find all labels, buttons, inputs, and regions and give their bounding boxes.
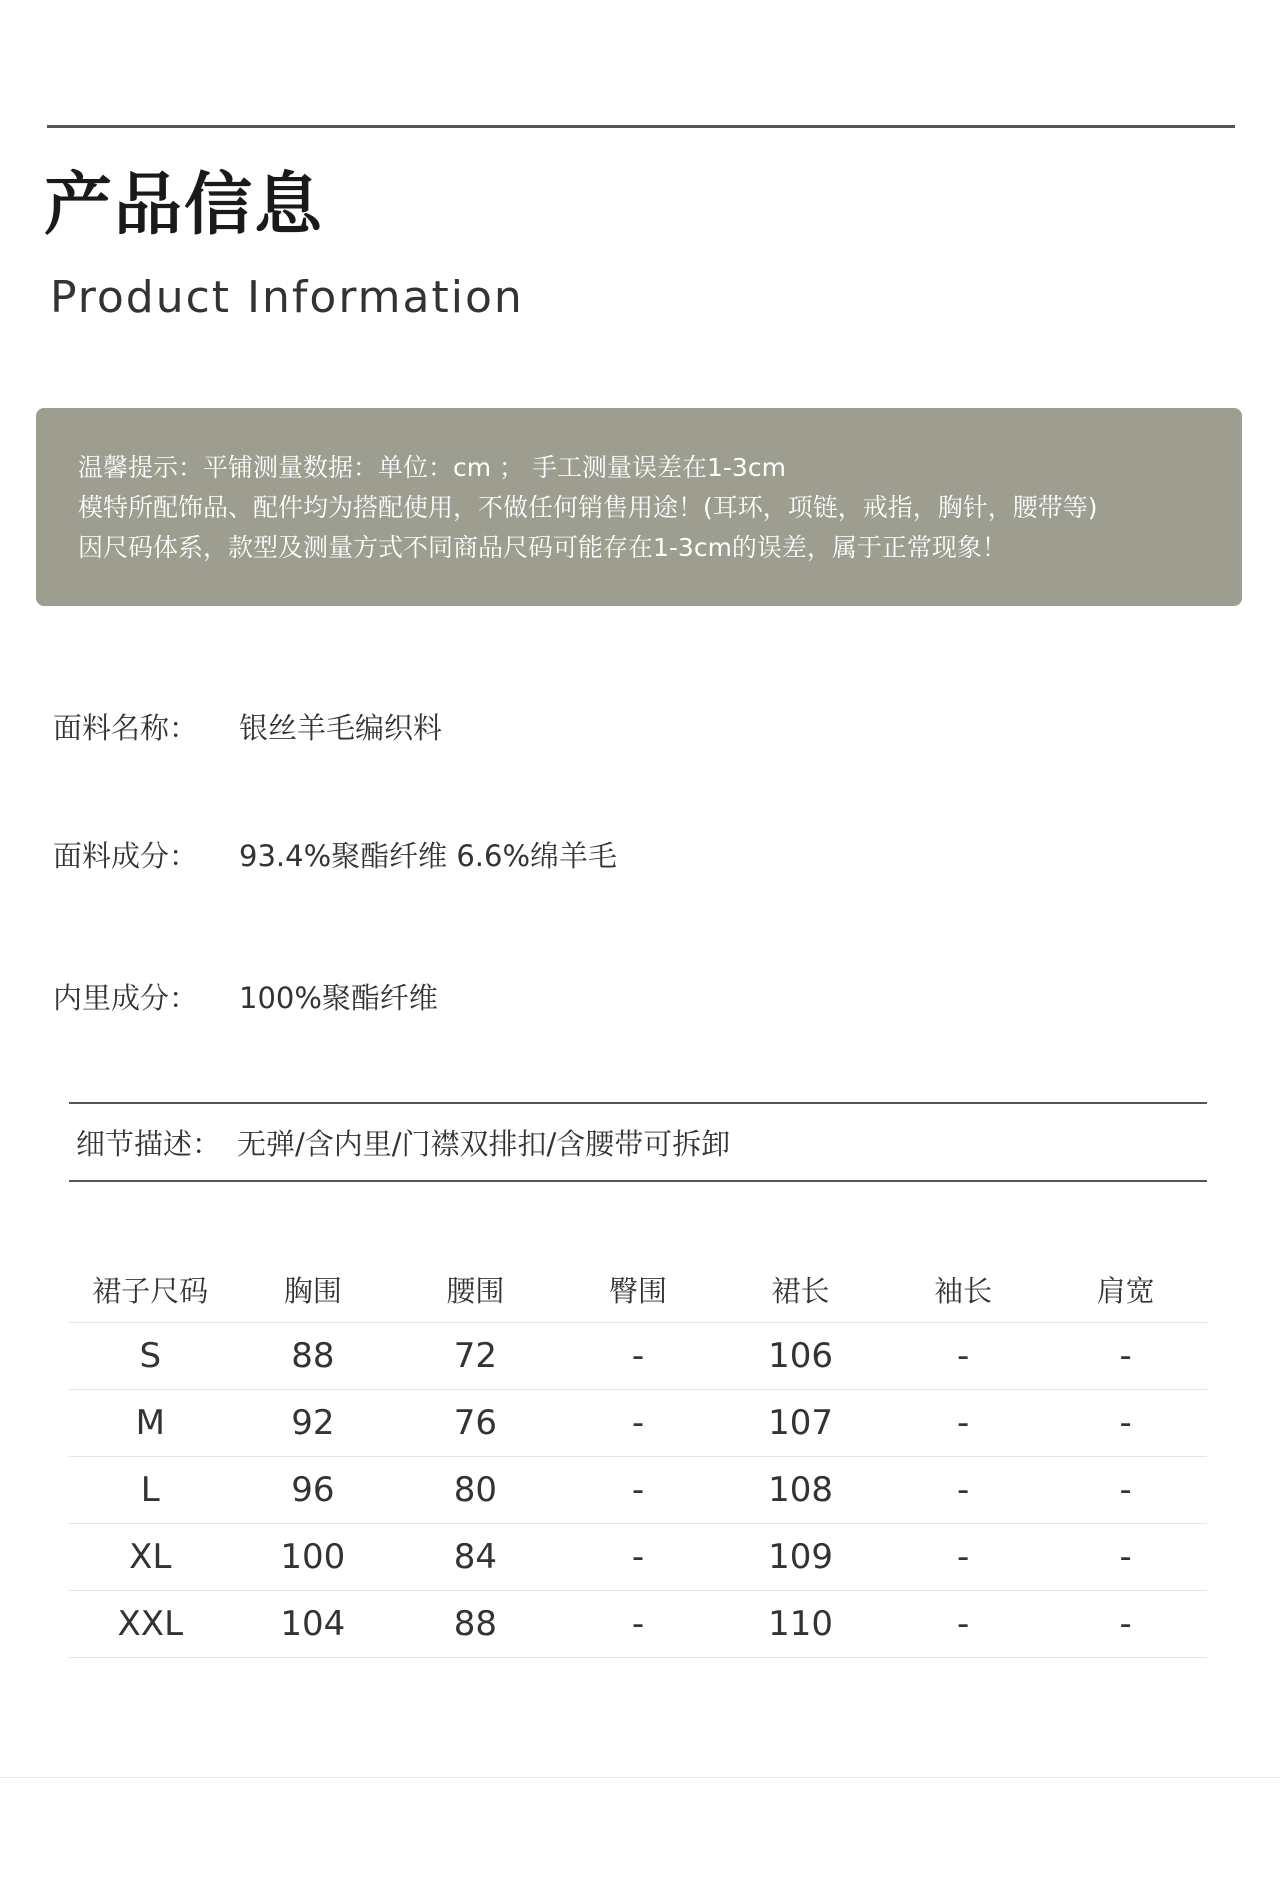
fabric-composition-value: 93.4%聚酯纤维 6.6%绵羊毛 xyxy=(239,839,618,873)
table-cell: - xyxy=(557,1591,720,1658)
page-title: 产品信息 xyxy=(44,166,325,245)
notice-box xyxy=(36,408,1242,606)
detail-bottom-divider xyxy=(69,1180,1207,1182)
table-cell: 108 xyxy=(719,1457,882,1524)
table-cell: - xyxy=(1044,1323,1207,1390)
table-cell: - xyxy=(882,1591,1045,1658)
table-cell: XL xyxy=(69,1524,232,1591)
table-cell: 109 xyxy=(719,1524,882,1591)
table-cell: - xyxy=(557,1524,720,1591)
top-divider xyxy=(47,125,1235,128)
table-cell: - xyxy=(557,1390,720,1457)
notice-line: 温馨提示：平铺测量数据：单位：cm ； 手工测量误差在1-3cm xyxy=(78,453,786,482)
bottom-divider xyxy=(0,1777,1280,1778)
header-cell: 腰围 xyxy=(394,1256,557,1323)
table-cell: - xyxy=(557,1323,720,1390)
notice-line: 模特所配饰品、配件均为搭配使用，不做任何销售用途！(耳环，项链，戒指，胸针，腰带等) xyxy=(78,493,1098,522)
table-row xyxy=(69,1323,1207,1390)
header-cell: 胸围 xyxy=(232,1256,395,1323)
table-cell: 84 xyxy=(394,1524,557,1591)
table-row xyxy=(69,1390,1207,1457)
table-cell: - xyxy=(1044,1390,1207,1457)
table-cell: 104 xyxy=(232,1591,395,1658)
lining-row xyxy=(53,976,438,1017)
table-cell: 88 xyxy=(394,1591,557,1658)
size-table-header xyxy=(69,1256,1207,1323)
table-cell: S xyxy=(69,1323,232,1390)
table-cell: - xyxy=(1044,1457,1207,1524)
table-cell: - xyxy=(882,1323,1045,1390)
header-cell: 肩宽 xyxy=(1044,1256,1207,1323)
detail-label: 细节描述： xyxy=(76,1127,222,1161)
table-cell: 72 xyxy=(394,1323,557,1390)
table-cell: 88 xyxy=(232,1323,395,1390)
detail-top-divider xyxy=(69,1102,1207,1104)
table-cell: - xyxy=(882,1524,1045,1591)
table-cell: 96 xyxy=(232,1457,395,1524)
table-cell: - xyxy=(882,1457,1045,1524)
fabric-name-label: 面料名称： xyxy=(53,711,199,745)
lining-value: 100%聚酯纤维 xyxy=(239,981,438,1015)
table-cell: 80 xyxy=(394,1457,557,1524)
notice-line: 因尺码体系，款型及测量方式不同商品尺码可能存在1-3cm的误差，属于正常现象！ xyxy=(78,533,1007,562)
lining-label: 内里成分： xyxy=(53,981,199,1015)
table-cell: - xyxy=(557,1457,720,1524)
table-cell: 92 xyxy=(232,1390,395,1457)
fabric-name-row xyxy=(53,706,442,747)
table-cell: M xyxy=(69,1390,232,1457)
fabric-composition-row xyxy=(53,834,617,875)
table-cell: 100 xyxy=(232,1524,395,1591)
table-row xyxy=(69,1591,1207,1658)
table-cell: 106 xyxy=(719,1323,882,1390)
table-cell: - xyxy=(1044,1591,1207,1658)
detail-value: 无弹/含内里/门襟双排扣/含腰带可拆卸 xyxy=(237,1127,731,1161)
table-cell: 110 xyxy=(719,1591,882,1658)
table-row xyxy=(69,1457,1207,1524)
table-cell: XXL xyxy=(69,1591,232,1658)
header-cell: 裙子尺码 xyxy=(69,1256,232,1323)
table-cell: 76 xyxy=(394,1390,557,1457)
size-table xyxy=(69,1256,1207,1658)
header-cell: 裙长 xyxy=(719,1256,882,1323)
table-row xyxy=(69,1524,1207,1591)
fabric-composition-label: 面料成分： xyxy=(53,839,199,873)
table-cell: 107 xyxy=(719,1390,882,1457)
fabric-name-value: 银丝羊毛编织料 xyxy=(239,711,443,745)
table-cell: L xyxy=(69,1457,232,1524)
table-cell: - xyxy=(882,1390,1045,1457)
header-cell: 臀围 xyxy=(557,1256,720,1323)
header-cell: 袖长 xyxy=(882,1256,1045,1323)
table-cell: - xyxy=(1044,1524,1207,1591)
page-subtitle: Product Information xyxy=(50,272,524,323)
detail-row xyxy=(76,1122,730,1163)
